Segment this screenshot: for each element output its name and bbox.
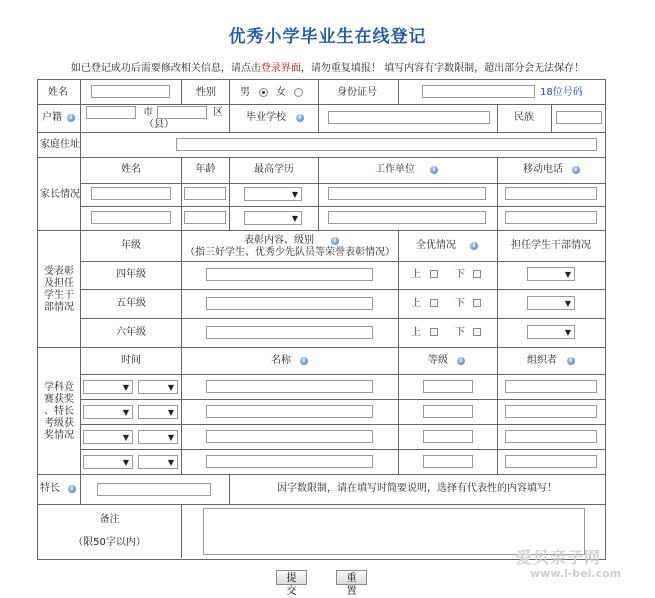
- org-info-icon[interactable]: i: [567, 357, 575, 365]
- parent-phone-input[interactable]: [505, 211, 597, 224]
- honors-header-excellent: 全优情况: [416, 240, 456, 251]
- ethnic-input[interactable]: [556, 111, 602, 124]
- parents-header-education: 最高学历: [254, 164, 294, 175]
- address-input[interactable]: [176, 138, 597, 151]
- award-name-info-icon[interactable]: i: [300, 357, 308, 365]
- parents-header-work: 工作单位: [375, 164, 415, 175]
- submit-button[interactable]: 提交: [276, 570, 307, 585]
- honor-grade: 四年级: [116, 269, 146, 280]
- school-input[interactable]: [328, 111, 490, 124]
- id-label: 身份证号: [337, 87, 377, 98]
- reset-button[interactable]: 重置: [336, 570, 367, 585]
- honors-header-grade: 年级: [121, 240, 141, 251]
- parent-education-select[interactable]: [244, 211, 302, 225]
- award-level-input[interactable]: [423, 405, 473, 418]
- parent-work-input[interactable]: [328, 187, 486, 200]
- parent-phone-input[interactable]: [505, 187, 597, 200]
- honor-down-checkbox[interactable]: [473, 299, 481, 307]
- huji-label: 户籍: [42, 112, 62, 123]
- award-org-input[interactable]: [505, 430, 597, 443]
- gender-female-label: 女: [276, 87, 286, 98]
- level-info-icon[interactable]: i: [457, 357, 465, 365]
- parent-age-input[interactable]: [184, 211, 226, 224]
- remark-limit: （限50字以内）: [73, 537, 146, 548]
- login-link[interactable]: 登录界面: [260, 63, 301, 74]
- award-month-select[interactable]: [138, 430, 178, 444]
- awards-label-line: 学科竞: [44, 382, 74, 393]
- awards-label-line: 奖情况: [44, 430, 74, 441]
- huji-district-input[interactable]: [157, 106, 207, 119]
- award-name-input[interactable]: [206, 430, 373, 443]
- gender-male-label: 男: [240, 87, 250, 98]
- huji-info-icon[interactable]: i: [67, 114, 75, 122]
- honor-content-input[interactable]: [206, 297, 373, 310]
- award-name-input[interactable]: [206, 405, 373, 418]
- awards-label-line: 、特长: [44, 406, 74, 417]
- honor-content-input[interactable]: [206, 268, 373, 281]
- award-month-select[interactable]: [138, 380, 178, 394]
- award-org-input[interactable]: [505, 405, 597, 418]
- ethnic-label: 民族: [514, 112, 534, 123]
- name-label: 姓名: [48, 87, 68, 98]
- parent-name-input[interactable]: [91, 211, 171, 224]
- award-year-select[interactable]: [83, 380, 133, 394]
- remark-label: 备注: [99, 514, 120, 525]
- honor-down-checkbox[interactable]: [473, 270, 481, 278]
- district-label: 区: [213, 107, 223, 118]
- award-month-select[interactable]: [138, 405, 178, 419]
- honor-down-checkbox[interactable]: [473, 328, 481, 336]
- chevron-down-icon: ▼: [291, 190, 298, 199]
- award-year-select[interactable]: [83, 430, 133, 444]
- awards-header-level: 等级: [428, 355, 448, 366]
- award-month-select[interactable]: [138, 455, 178, 469]
- notice-after: ，请勿重复填报！ 填写内容有字数限制，超出部分会无法保存！: [300, 63, 585, 74]
- award-org-input[interactable]: [505, 455, 597, 468]
- phone-info-icon[interactable]: i: [572, 166, 580, 174]
- parent-work-input[interactable]: [328, 211, 486, 224]
- excellent-info-icon[interactable]: i: [470, 242, 478, 250]
- chevron-down-icon: ▼: [564, 328, 571, 337]
- parent-age-input[interactable]: [184, 187, 226, 200]
- honor-up-label: 上: [411, 298, 421, 309]
- id-hint: 18位号码: [540, 87, 583, 98]
- parents-header-age: 年龄: [195, 164, 216, 175]
- honor-cadre-select[interactable]: [527, 325, 575, 339]
- awards-header-org: 组织者: [527, 355, 557, 366]
- honor-up-checkbox[interactable]: [430, 299, 438, 307]
- school-label: 毕业学校: [246, 112, 286, 123]
- huji-city-input[interactable]: [86, 106, 136, 119]
- chevron-down-icon: ▼: [122, 408, 129, 417]
- chevron-down-icon: ▼: [291, 214, 298, 223]
- honor-down-label: 下: [455, 269, 465, 280]
- awards-header-name: 名称: [271, 355, 291, 366]
- name-input[interactable]: [91, 85, 170, 98]
- honor-grade: 六年级: [116, 327, 146, 338]
- awards-header-time: 时间: [121, 355, 141, 366]
- honor-up-label: 上: [411, 269, 421, 280]
- gender-female-radio[interactable]: [294, 88, 303, 97]
- honor-up-checkbox[interactable]: [430, 328, 438, 336]
- parent-education-select[interactable]: [244, 187, 302, 201]
- notice: [0, 59, 655, 74]
- parent-name-input[interactable]: [91, 187, 171, 200]
- specialty-info-icon[interactable]: i: [68, 485, 76, 493]
- honor-up-checkbox[interactable]: [430, 270, 438, 278]
- honors-header-content: 表彰内容、级别: [244, 235, 314, 246]
- specialty-note: 因字数限制，请在填写时简要说明，选择有代表性的内容填写！: [277, 483, 557, 494]
- honors-label-line: 学生干: [44, 290, 74, 301]
- gender-label: 性别: [196, 87, 216, 98]
- watermark-text: 爱贝亲子网: [516, 548, 602, 567]
- gender-male-radio[interactable]: [259, 88, 268, 97]
- chevron-down-icon: ▼: [564, 270, 571, 279]
- honors-header-cadre: 担任学生干部情况: [511, 240, 591, 251]
- chevron-down-icon: ▼: [564, 299, 571, 308]
- specialty-label: 特长: [40, 483, 60, 494]
- honor-cadre-select[interactable]: [527, 267, 575, 281]
- parents-header-phone: 移动电话: [523, 164, 563, 175]
- watermark-url: www.i-bei.com: [530, 567, 622, 580]
- honors-label-line: 及担任: [44, 278, 74, 289]
- chevron-down-icon: ▼: [122, 433, 129, 442]
- award-level-input[interactable]: [423, 380, 473, 393]
- parents-section-label: 家长情况: [40, 189, 80, 200]
- honor-down-label: 下: [455, 327, 465, 338]
- honors-header-content-note: （指三好学生、优秀少先队员等荣誉表彰情况）: [185, 247, 395, 258]
- id-number-input[interactable]: [422, 85, 535, 98]
- honor-content-input[interactable]: [206, 326, 373, 339]
- chevron-down-icon: ▼: [167, 433, 174, 442]
- award-level-input[interactable]: [423, 430, 473, 443]
- honor-cadre-select[interactable]: [527, 296, 575, 310]
- page-title: 优秀小学毕业生在线登记: [228, 27, 427, 47]
- award-org-input[interactable]: [505, 380, 597, 393]
- awards-label-line: 赛获奖: [44, 394, 74, 405]
- honor-grade: 五年级: [116, 298, 146, 309]
- chevron-down-icon: ▼: [167, 383, 174, 392]
- city-label: 市: [143, 107, 153, 118]
- chevron-down-icon: ▼: [122, 458, 129, 467]
- work-info-icon[interactable]: i: [430, 166, 438, 174]
- award-name-input[interactable]: [206, 380, 373, 393]
- chevron-down-icon: ▼: [167, 408, 174, 417]
- parents-header-name: 姓名: [121, 164, 141, 175]
- honor-down-label: 下: [455, 298, 465, 309]
- awards-label-line: 考级获: [44, 418, 74, 429]
- award-level-input[interactable]: [423, 455, 473, 468]
- award-year-select[interactable]: [83, 405, 133, 419]
- county-label: （县）: [144, 119, 174, 130]
- honor-up-label: 上: [411, 327, 421, 338]
- notice-before: 如已登记成功后需要修改相关信息，请点击: [70, 63, 261, 74]
- award-year-select[interactable]: [83, 455, 133, 469]
- chevron-down-icon: ▼: [167, 458, 174, 467]
- content-info-icon[interactable]: i: [331, 237, 339, 245]
- address-label: 家庭住址: [40, 139, 80, 150]
- chevron-down-icon: ▼: [122, 383, 129, 392]
- specialty-input[interactable]: [97, 483, 211, 496]
- award-name-input[interactable]: [206, 455, 373, 468]
- honors-label-line: 部情况: [44, 302, 74, 313]
- honors-label-line: 受表彰: [44, 266, 74, 277]
- school-info-icon[interactable]: i: [296, 114, 304, 122]
